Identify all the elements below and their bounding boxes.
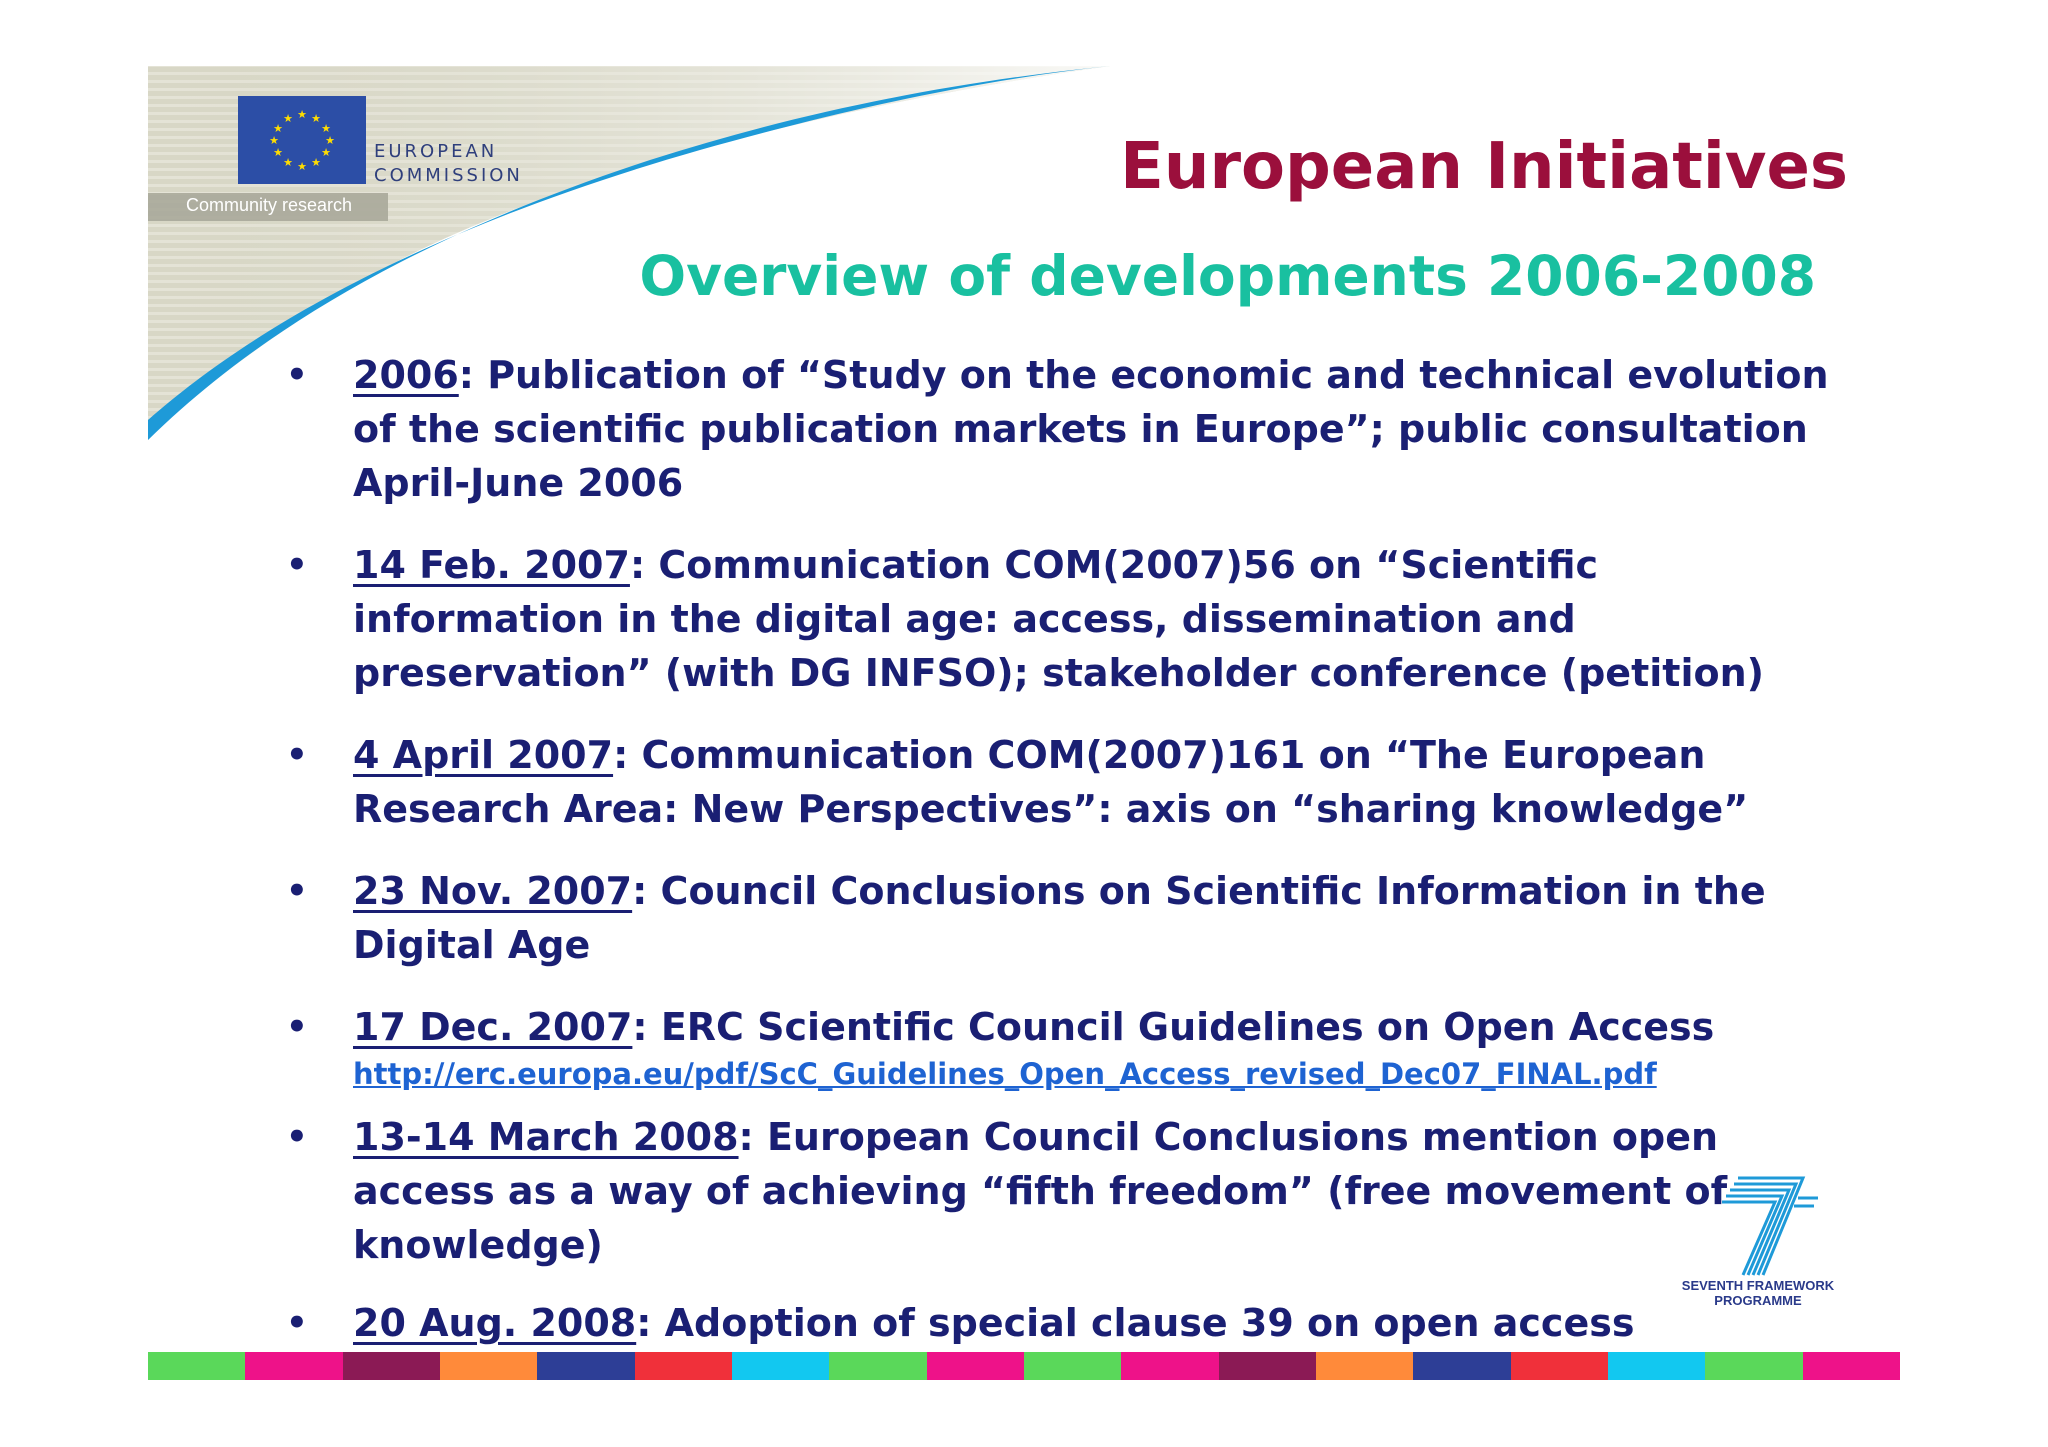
svg-text:★: ★ <box>297 160 307 173</box>
svg-text:★: ★ <box>325 134 335 147</box>
fp7-logo-text <box>1668 1278 1848 1308</box>
fp7-logo-line2: PROGRAMME <box>1714 1293 1802 1308</box>
svg-text:★: ★ <box>283 112 293 125</box>
stripe-segment <box>245 1352 342 1380</box>
svg-text:★: ★ <box>297 108 307 121</box>
stripe-segment <box>148 1352 245 1380</box>
stripe-segment <box>1219 1352 1316 1380</box>
list-item <box>286 1110 1836 1272</box>
stripe-segment <box>1316 1352 1413 1380</box>
list-item <box>286 348 1836 510</box>
bullet-date: 14 Feb. 2007 <box>353 543 630 587</box>
stripe-segment <box>635 1352 732 1380</box>
bullet-text: : Publication of “Study on the economic and technical evolution of the scientific publication markets in Europe”; public consultation April-June 2006 <box>353 353 1829 505</box>
bullet-icon: • <box>286 545 308 585</box>
bullet-date: 2006 <box>353 353 459 397</box>
bullet-text: : Council Conclusions on Scientific Information in the Digital Age <box>353 869 1766 967</box>
ec-logo-line1: EUROPEAN <box>374 141 498 162</box>
stripe-segment <box>1705 1352 1802 1380</box>
stripe-segment <box>343 1352 440 1380</box>
stripe-segment <box>829 1352 926 1380</box>
stripe-segment <box>1121 1352 1218 1380</box>
bullet-date: 4 April 2007 <box>353 733 614 777</box>
stripe-segment <box>1608 1352 1705 1380</box>
stripe-segment <box>440 1352 537 1380</box>
bullet-date: 20 Aug. 2008 <box>353 1301 637 1345</box>
bullet-date: 23 Nov. 2007 <box>353 869 633 913</box>
list-item <box>286 1296 1836 1350</box>
bullet-text: : European Council Conclusions mention open access as a way of achieving “fifth freedom” (free movement of knowledge) <box>353 1115 1728 1267</box>
list-item <box>286 1000 1836 1094</box>
list-item <box>286 864 1836 972</box>
ec-logo-line2: COMMISSION <box>374 165 523 186</box>
bullet-date: 17 Dec. 2007 <box>353 1005 633 1049</box>
svg-text:★: ★ <box>321 122 331 135</box>
page-title: European Initiatives <box>1120 130 1848 204</box>
bullet-icon: • <box>286 355 308 395</box>
list-item <box>286 538 1836 700</box>
bullet-icon: • <box>286 735 308 775</box>
stripe-segment <box>1803 1352 1900 1380</box>
bullet-text: : ERC Scientific Council Guidelines on Open Access <box>632 1005 1715 1049</box>
svg-text:★: ★ <box>269 134 279 147</box>
bullet-text: : Communication COM(2007)56 on “Scientific information in the digital age: access, dissemination and preservation” (with DG INFSO); stakeholder conference (petition) <box>353 543 1764 695</box>
bullet-date: 13-14 March 2008 <box>353 1115 739 1159</box>
svg-text:★: ★ <box>311 112 321 125</box>
svg-text:★: ★ <box>273 146 283 159</box>
stripe-segment <box>732 1352 829 1380</box>
bullet-text: : Communication COM(2007)161 on “The European Research Area: New Perspectives”: axis on “sharing knowledge” <box>353 733 1749 831</box>
bullet-text: : Adoption of special clause 39 on open access <box>636 1301 1635 1345</box>
svg-text:★: ★ <box>311 156 321 169</box>
fp7-logo-line1: SEVENTH FRAMEWORK <box>1681 1278 1835 1293</box>
svg-text:★: ★ <box>283 156 293 169</box>
bullet-icon: • <box>286 1007 308 1047</box>
svg-text:★: ★ <box>321 146 331 159</box>
eu-flag-icon <box>238 96 366 184</box>
bullet-icon: • <box>286 871 308 911</box>
stripe-segment <box>927 1352 1024 1380</box>
bullet-icon: • <box>286 1117 308 1157</box>
footer-color-stripe <box>148 1352 1900 1380</box>
stripe-segment <box>1024 1352 1121 1380</box>
stripe-segment <box>1413 1352 1510 1380</box>
developments-list <box>286 348 1836 1350</box>
ec-logo-text <box>374 140 523 188</box>
svg-text:★: ★ <box>273 122 283 135</box>
stripe-segment <box>1511 1352 1608 1380</box>
bullet-icon: • <box>286 1303 308 1343</box>
list-item <box>286 728 1836 836</box>
erc-guidelines-link[interactable]: http://erc.europa.eu/pdf/ScC_Guidelines_Open_Access_revised_Dec07_FINAL.pdf <box>353 1057 1657 1091</box>
community-research-label: Community research <box>186 195 353 215</box>
stripe-segment <box>537 1352 634 1380</box>
page-subtitle: Overview of developments 2006-2008 <box>639 244 1816 308</box>
